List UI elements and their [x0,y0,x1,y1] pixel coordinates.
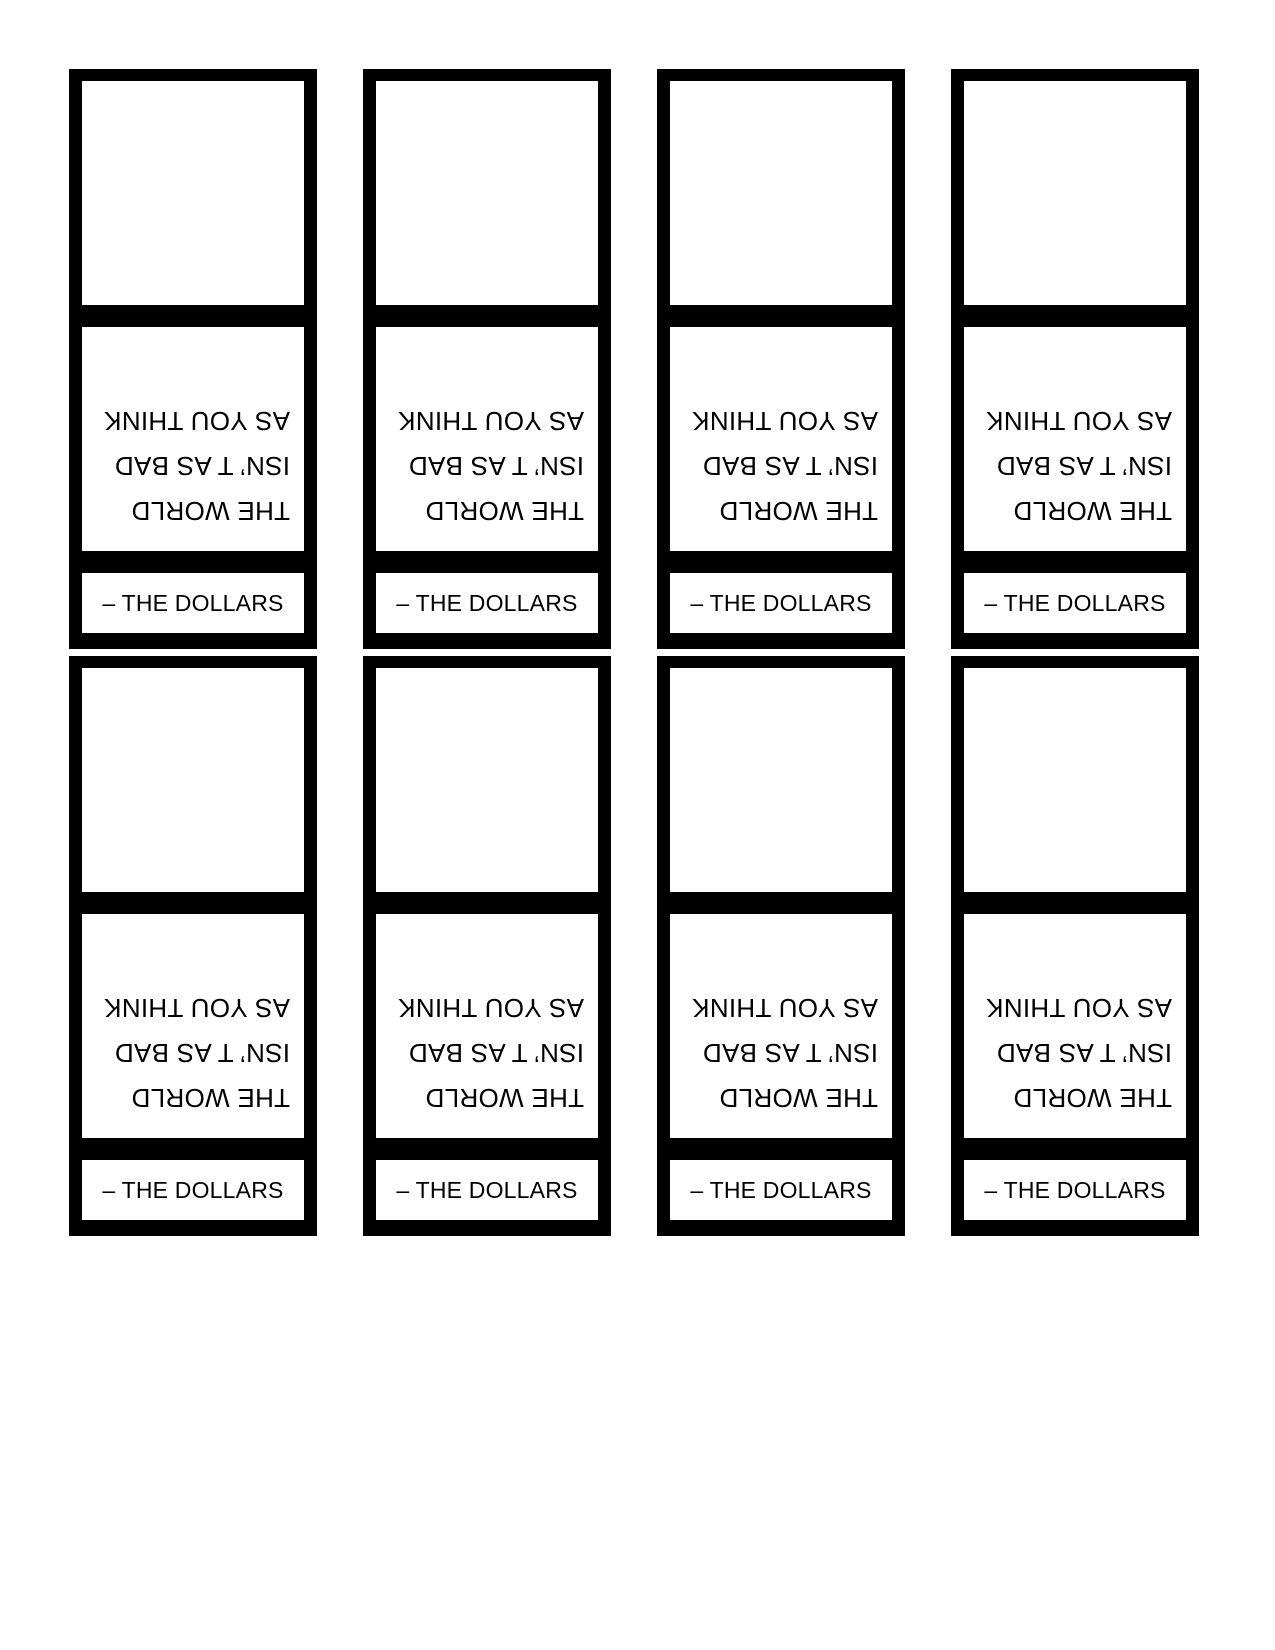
quote-panel [82,327,304,551]
quote-line: THE WORLD [131,1083,290,1113]
attribution-panel [670,1160,892,1220]
card [69,656,317,1236]
quote-text [670,914,892,1138]
attribution: – THE DOLLARS [102,589,284,616]
attribution: – THE DOLLARS [984,1176,1166,1203]
attribution-panel [964,1160,1186,1220]
blank-panel [82,668,304,892]
quote-panel [376,914,598,1138]
blank-panel [376,668,598,892]
quote-line: AS YOU THINK [397,406,584,436]
attribution: – THE DOLLARS [102,1176,284,1203]
attribution-panel [670,573,892,633]
quote-line: ISN’ T AS BAD [114,451,290,481]
attribution-panel [82,1160,304,1220]
attribution-panel [376,573,598,633]
quote-panel [964,914,1186,1138]
card [657,69,905,649]
quote-panel [82,914,304,1138]
quote-line: THE WORLD [131,496,290,526]
card [951,69,1199,649]
quote-text [82,327,304,551]
blank-panel [670,81,892,305]
card [363,69,611,649]
quote-line: AS YOU THINK [985,993,1172,1023]
quote-panel [670,327,892,551]
blank-panel [964,81,1186,305]
attribution: – THE DOLLARS [984,589,1166,616]
quote-text [964,327,1186,551]
quote-line: AS YOU THINK [103,993,290,1023]
quote-text [82,914,304,1138]
quote-line: ISN’ T AS BAD [702,1038,878,1068]
quote-line: AS YOU THINK [985,406,1172,436]
quote-line: AS YOU THINK [397,993,584,1023]
card [657,656,905,1236]
quote-text [376,914,598,1138]
blank-panel [670,668,892,892]
quote-panel [376,327,598,551]
quote-line: ISN’ T AS BAD [408,451,584,481]
quote-line: AS YOU THINK [103,406,290,436]
quote-line: ISN’ T AS BAD [996,451,1172,481]
blank-panel [964,668,1186,892]
quote-text [376,327,598,551]
attribution: – THE DOLLARS [396,589,578,616]
attribution: – THE DOLLARS [396,1176,578,1203]
quote-line: THE WORLD [719,496,878,526]
quote-line: ISN’ T AS BAD [408,1038,584,1068]
quote-line: THE WORLD [1013,1083,1172,1113]
blank-panel [376,81,598,305]
card [69,69,317,649]
quote-line: AS YOU THINK [691,993,878,1023]
attribution: – THE DOLLARS [690,589,872,616]
attribution-panel [964,573,1186,633]
card [951,656,1199,1236]
quote-text [670,327,892,551]
quote-panel [670,914,892,1138]
quote-line: ISN’ T AS BAD [996,1038,1172,1068]
attribution-panel [376,1160,598,1220]
attribution-panel [82,573,304,633]
quote-panel [964,327,1186,551]
blank-panel [82,81,304,305]
card [363,656,611,1236]
quote-text [964,914,1186,1138]
quote-line: THE WORLD [425,496,584,526]
quote-line: THE WORLD [425,1083,584,1113]
attribution: – THE DOLLARS [690,1176,872,1203]
quote-line: ISN’ T AS BAD [702,451,878,481]
quote-line: ISN’ T AS BAD [114,1038,290,1068]
quote-line: AS YOU THINK [691,406,878,436]
quote-line: THE WORLD [719,1083,878,1113]
quote-line: THE WORLD [1013,496,1172,526]
